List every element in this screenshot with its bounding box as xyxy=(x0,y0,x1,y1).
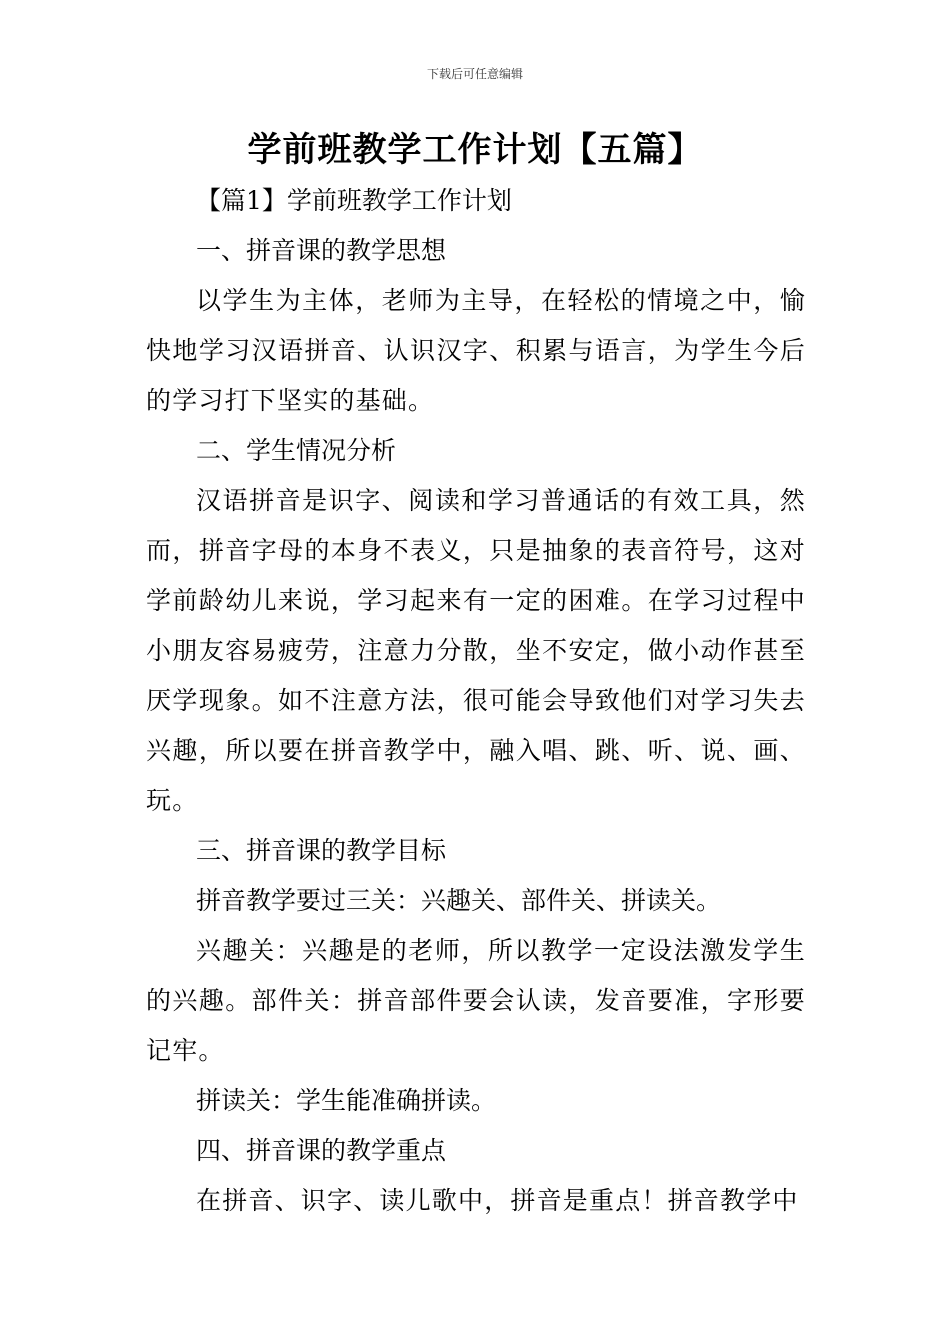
section-heading: 二、学生情况分析 xyxy=(196,436,397,465)
document-body xyxy=(146,176,806,1226)
paragraph: 拼读关：学生能准确拼读。 xyxy=(196,1086,497,1115)
section-heading: 四、拼音课的教学重点 xyxy=(196,1136,447,1165)
paragraph: 拼音教学要过三关：兴趣关、部件关、拼读关。 xyxy=(196,886,722,915)
paragraph: 以学生为主体，老师为主导，在轻松的情境之中，愉快地学习汉语拼音、认识汉字、积累与语言，为学生今后的学习打下坚实的基础。 xyxy=(146,286,806,415)
paragraph: 兴趣关：兴趣是的老师，所以教学一定设法激发学生的兴趣。部件关：拼音部件要会认读，发音要准，字形要记牢。 xyxy=(146,936,806,1065)
document-title: 学前班教学工作计划【五篇】 xyxy=(247,130,703,170)
paragraph: 汉语拼音是识字、阅读和学习普通话的有效工具，然而，拼音字母的本身不表义，只是抽象的表音符号，这对学前龄幼儿来说，学习起来有一定的困难。在学习过程中小朋友容易疲劳，注意力分散，坐不安定，做小动作甚至厌学现象。如不注意方法，很可能会导致他们对学习失去兴趣，所以要在拼音教学中，融入唱、跳、听、说、画、玩。 xyxy=(146,486,806,815)
header-note: 下载后可任意编辑 xyxy=(426,67,523,81)
section-heading: 三、拼音课的教学目标 xyxy=(196,836,447,865)
paragraph: 在拼音、识字、读儿歌中，拼音是重点！拼音教学中 xyxy=(196,1186,799,1215)
section-heading: 一、拼音课的教学思想 xyxy=(196,236,447,265)
section-heading: 【篇1】学前班教学工作计划 xyxy=(196,186,512,215)
